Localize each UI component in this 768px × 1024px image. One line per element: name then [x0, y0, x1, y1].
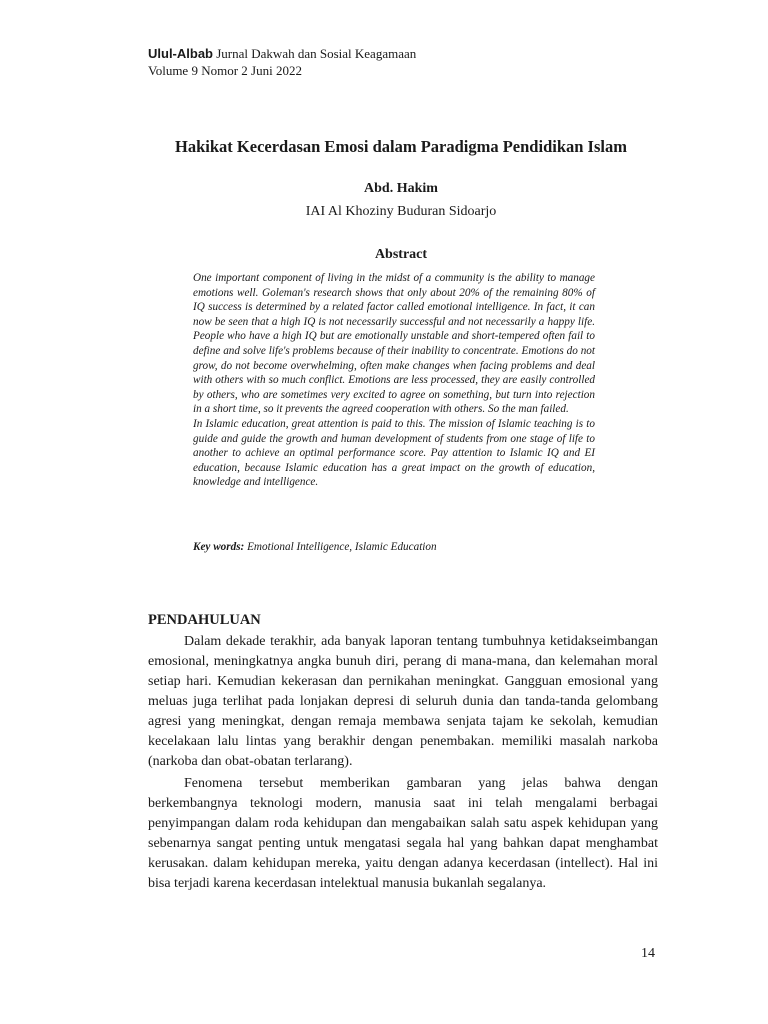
journal-subtitle: Jurnal Dakwah dan Sosial Keagamaan: [213, 46, 417, 61]
abstract-heading: Abstract: [374, 247, 428, 262]
abstract-paragraph: One important component of living in the midst of a community is the ability to manage emotions well. Goleman's research shows that only about 20% of the remaining 80% of IQ success is determined by a related factor called emotional intelligence. In fact, it can now be seen that a high IQ is not necessarily successful and not necessarily a happy life. People who have a high IQ but are emotionally unstable and short-tempered often fail to define and solve life's problems because of their inability to concentrate. Emotions do not grow, do not become overwhelming, often make changes when facing problems and deal with others with so much conflict. Emotions are less processed, they are easily controlled by others, who are sometimes very excited to agree on something, but turn into rejection in a short time, so it prevents the agreed cooperation with others. So the man failed.: [193, 272, 595, 416]
abstract-body: [193, 271, 595, 490]
journal-name: Ulul-Albab: [148, 46, 213, 61]
keywords: [193, 540, 595, 554]
journal-volume: Volume 9 Nomor 2 Juni 2022: [148, 63, 302, 78]
keywords-label: Key words:: [193, 541, 245, 553]
abstract-paragraph: In Islamic education, great attention is paid to this. The mission of Islamic teaching is to guide and guide the growth and human development of students from one stage of life to another to achieve an optimal performance score. Pay attention to Islamic IQ and EI education, because Islamic education has a great impact on the growth of education, knowledge and intelligence.: [193, 417, 595, 489]
author-affiliation: IAI Al Khoziny Buduran Sidoarjo: [305, 204, 497, 219]
body-paragraph-text: Fenomena tersebut memberikan gambaran yang jelas bahwa dengan berkembangnya teknologi modern, manusia saat ini telah mengalami berbagai penyimpangan dalam roda kehidupan dan mengabaikan salah satu aspek kehidupan yang sebenarnya sangat penting untuk mengatasi segala hal yang bahkan dapat menghambat kerusakan. dalam kehidupan mereka, yaitu dengan adanya kecerdasan (intellect). Hal ini bisa terjadi karena kecerdasan intelektual manusia bukanlah segalanya.: [148, 776, 658, 891]
article-title: Hakikat Kecerdasan Emosi dalam Paradigma Pendidikan Islam: [175, 137, 627, 156]
body-paragraph: [148, 774, 658, 894]
keywords-list: Emotional Intelligence, Islamic Education: [244, 541, 437, 553]
section-heading: PENDAHULUAN: [148, 612, 261, 628]
page-number: 14: [641, 946, 655, 961]
body-paragraph: [148, 632, 658, 772]
body-paragraph-text: Dalam dekade terakhir, ada banyak laporan tentang tumbuhnya ketidakseimbangan emosional, meningkatnya angka bunuh diri, perang di mana-mana, dan kelemahan moral setiap hari. Kemudian kekerasan dan pernikahan meningkat. Gangguan emosional yang meluas juga terlihat pada lonjakan depresi di seluruh dunia dan tanda-tanda gelombang agresi yang meningkat, dengan remaja membawa senjata tajam ke sekolah, kemudian kecelakaan lalu lintas yang berakhir dengan penembakan. memiliki masalah narkoba (narkoba dan obat-obatan terlarang).: [148, 634, 658, 769]
article-author: Abd. Hakim: [364, 181, 438, 196]
journal-title-line: [148, 45, 416, 62]
journal-header: [148, 45, 416, 79]
